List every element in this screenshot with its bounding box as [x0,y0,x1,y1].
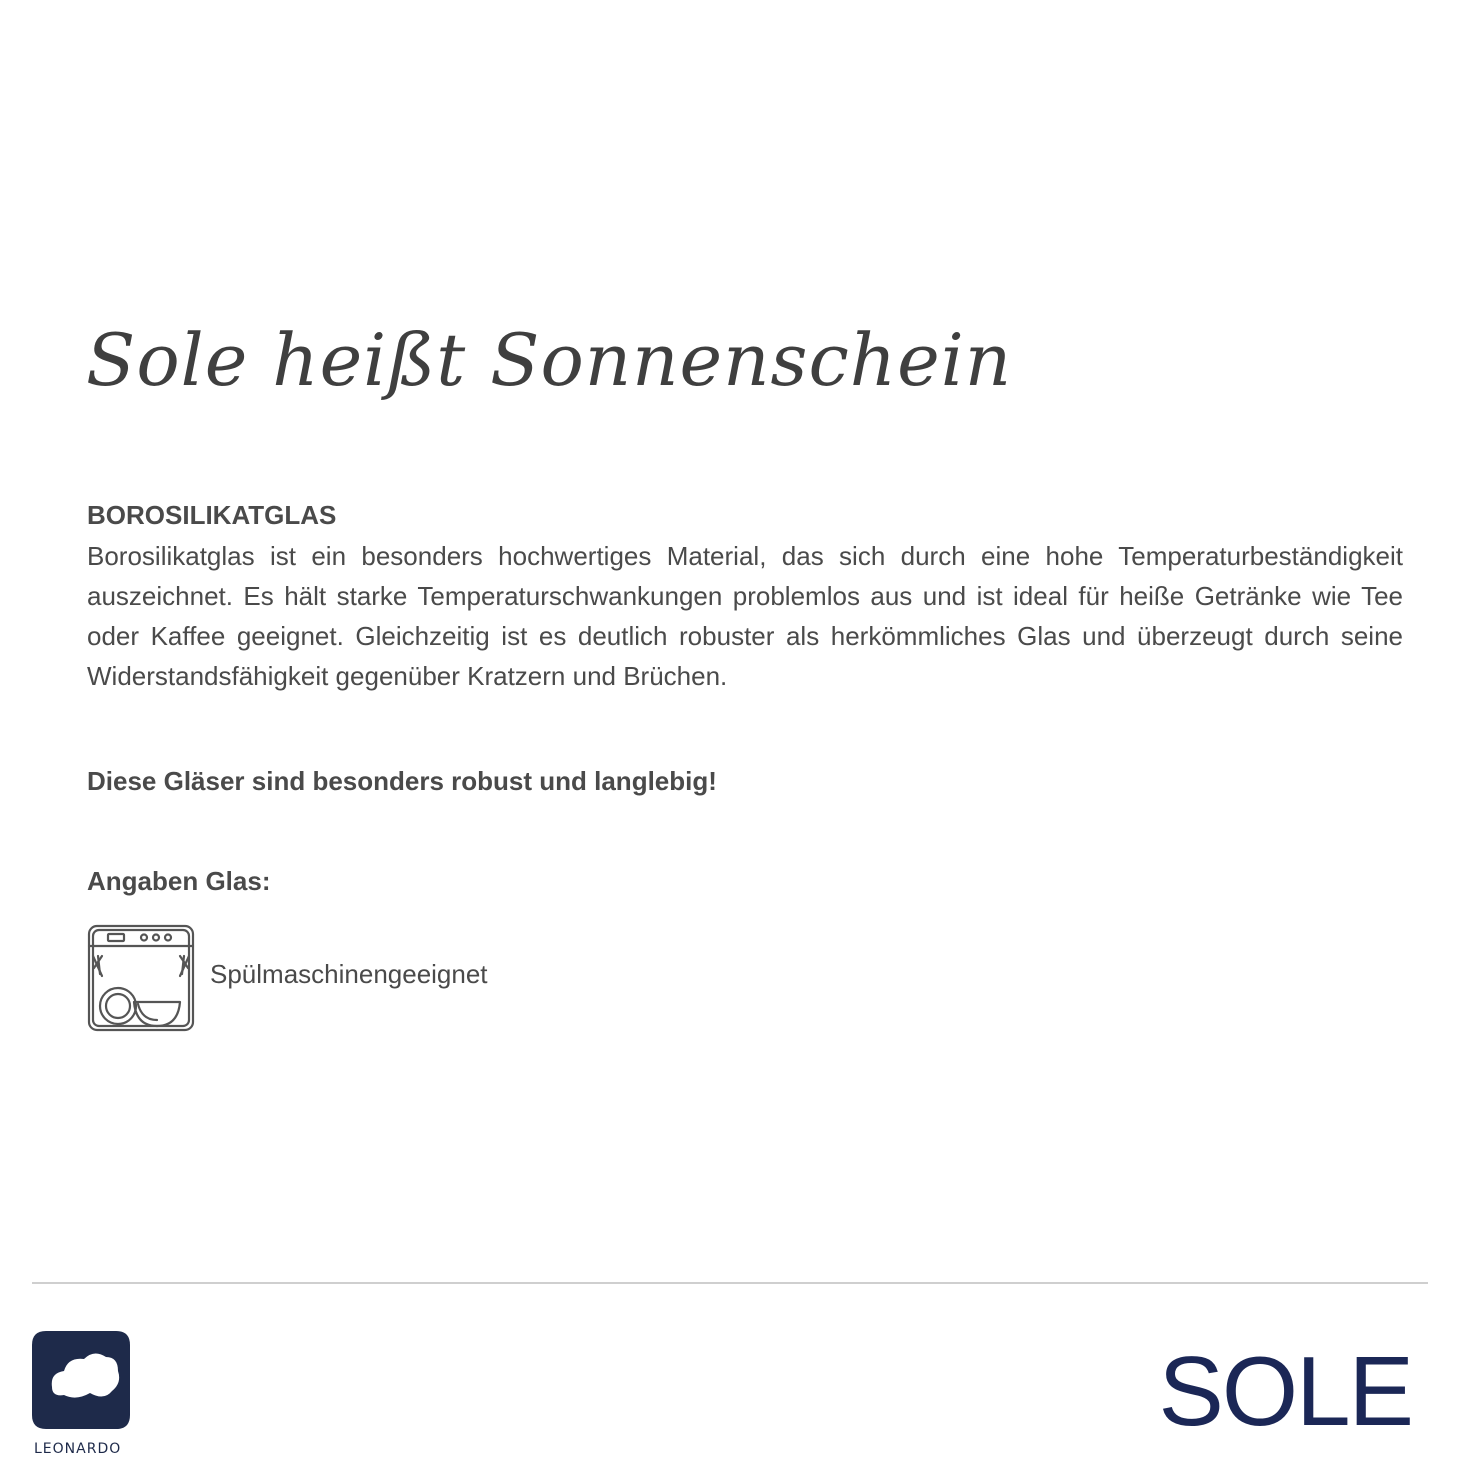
brand-name: LEONARDO [34,1441,122,1457]
feature-label: Spülmaschinengeeignet [210,958,488,989]
feature-dishwasher-safe [86,922,488,1032]
dishwasher-icon [86,922,196,1032]
leonardo-logo [32,1331,130,1429]
collection-mark: SOLE [1158,1336,1412,1446]
headline: Sole heißt Sonnenschein [86,318,1013,402]
highlight-text: Diese Gläser sind besonders robust und langlebig! [87,766,717,796]
material-description: Borosilikatglas ist ein besonders hochwertiges Material, das sich durch eine hohe Temperaturbeständigkeit auszeichnet. Es hält starke Temperaturschwankungen problemlos aus und ist ideal für heiße Getränke wie Tee oder Kaffee geeignet. Gleichzeitig ist es deutlich robuster als herkömmliches Glas und überzeugt durch seine Widerstandsfähigkeit gegenüber Kratzern und Brüchen. [87,541,1403,691]
footer-divider [32,1282,1428,1284]
specs-heading: Angaben Glas: [87,866,271,896]
material-heading: BOROSILIKATGLAS [87,500,337,530]
